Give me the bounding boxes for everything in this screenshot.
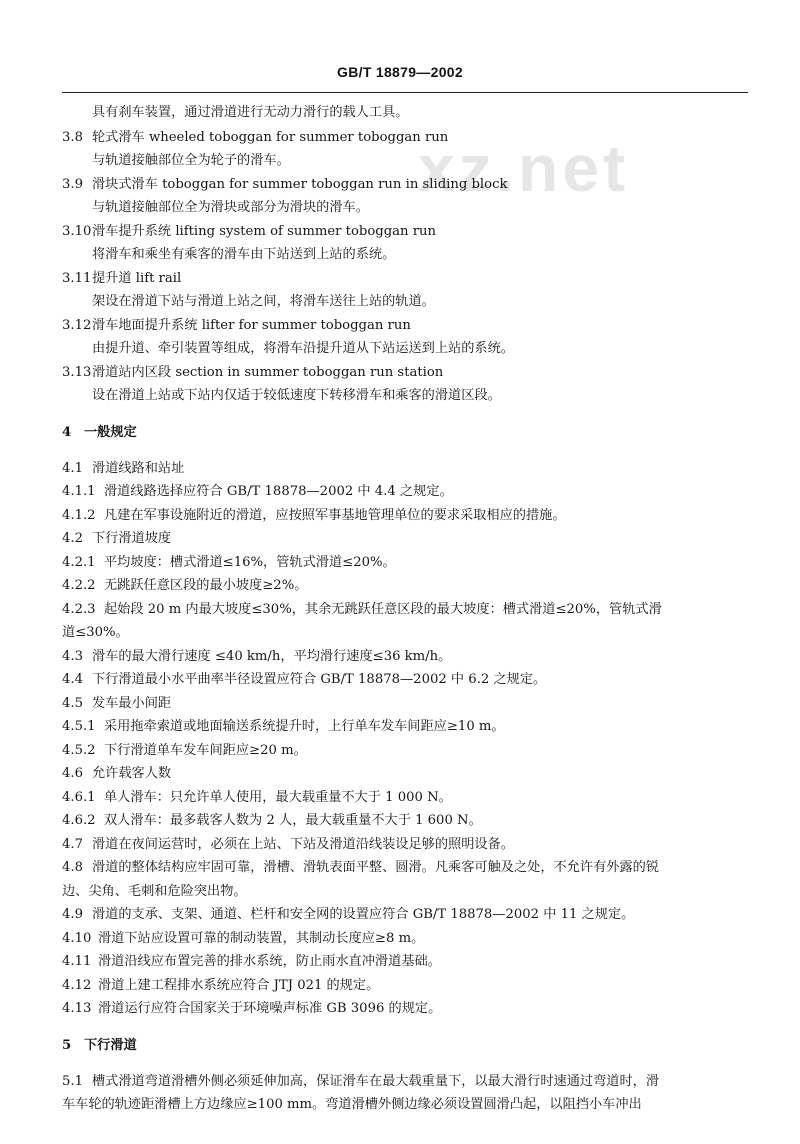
clause-line	[62, 859, 659, 877]
clause-text: 滑车的最大滑行速度 ≤40 km/h，平均滑行速度≤36 km/h。	[92, 649, 452, 664]
text-line	[92, 340, 514, 358]
clause-line	[62, 554, 396, 572]
clause-text: 边、尖角、毛刺和危险突出物。	[62, 884, 247, 899]
clause-text: 滑道的支承、支架、通道、栏杆和安全网的设置应符合 GB/T 18878—2002 中 11 之规定。	[92, 907, 635, 922]
clause-text: 设在滑道上站或下站内仅适于较低速度下转移滑车和乘客的滑道区段。	[92, 388, 501, 403]
text-line	[92, 199, 369, 217]
clause-line	[62, 789, 452, 807]
clause-text: 与轨道接触部位全为滑块或部分为滑块的滑车。	[92, 200, 369, 215]
clause-number: 3.11	[62, 271, 92, 286]
clause-text: 一般规定	[84, 425, 137, 440]
clause-text: 平均坡度：槽式滑道≤16%，管轨式滑道≤20%。	[104, 555, 396, 570]
clause-line	[62, 1000, 441, 1018]
clause-number: 4.2.2	[62, 578, 96, 593]
clause-line	[62, 836, 514, 854]
clause-line	[62, 742, 307, 760]
clause-text: 采用拖牵索道或地面输送系统提升时，上行单车发车间距应≥10 m。	[104, 719, 505, 734]
clause-text: 车车轮的轨迹距滑槽上方边缘应≥100 mm。弯道滑槽外侧边缘必须设置圆滑凸起，以阻挡小车冲出	[62, 1097, 642, 1112]
clause-line	[62, 176, 507, 194]
clause-text: 滑车地面提升系统 lifter for summer toboggan run	[92, 318, 411, 333]
clause-line	[62, 317, 411, 335]
text-line	[92, 104, 409, 122]
clause-text: 滑道线路选择应符合 GB/T 18878—2002 中 4.4 之规定。	[104, 484, 453, 499]
clause-line	[62, 718, 505, 736]
clause-text: 滑道的整体结构应牢固可靠，滑槽、滑轨表面平整、圆滑。凡乘客可触及之处，不允许有外露的锐	[92, 860, 660, 875]
clause-text: 轮式滑车 wheeled toboggan for summer toboggan run	[92, 130, 449, 145]
clause-text: 滑道站内区段 section in summer toboggan run station	[92, 365, 444, 380]
text-line	[92, 152, 290, 170]
clause-number: 5.1	[62, 1074, 83, 1089]
clause-text: 滑道在夜间运营时，必须在上站、下站及滑道沿线装设足够的照明设备。	[92, 837, 514, 852]
clause-text: 无跳跃任意区段的最小坡度≥2%。	[104, 578, 308, 593]
clause-line	[62, 270, 181, 288]
clause-number: 4.1.2	[62, 508, 96, 523]
clause-text: 滑道上建工程排水系统应符合 JTJ 021 的规定。	[98, 978, 380, 993]
clause-line	[62, 812, 482, 830]
clause-text: 架设在滑道下站与滑道上站之间，将滑车送往上站的轨道。	[92, 294, 435, 309]
clause-number: 4.6	[62, 766, 83, 781]
clause-line	[62, 953, 441, 971]
clause-number: 4.5.2	[62, 743, 96, 758]
clause-text: 双人滑车：最多载客人数为 2 人，最大载重量不大于 1 600 N。	[104, 813, 482, 828]
text-line	[62, 624, 129, 642]
clause-text: 下行滑道最小水平曲率半径设置应符合 GB/T 18878—2002 中 6.2 之规定。	[92, 672, 547, 687]
clause-line	[62, 1073, 659, 1091]
clause-text: 滑道线路和站址	[92, 461, 185, 476]
clause-line	[62, 530, 171, 548]
clause-number: 4.10	[62, 931, 92, 946]
text-line	[62, 883, 247, 901]
clause-number: 4.13	[62, 1001, 92, 1016]
clause-line	[62, 695, 171, 713]
clause-number: 4.1	[62, 461, 83, 476]
clause-line	[62, 424, 137, 442]
text-line	[62, 1096, 642, 1114]
clause-number: 4.6.2	[62, 813, 96, 828]
clause-number: 3.12	[62, 318, 92, 333]
clause-text: 槽式滑道弯道滑槽外侧必须延伸加高，保证滑车在最大载重量下，以最大滑行时速通过弯道时，滑	[92, 1074, 660, 1089]
clause-number: 3.13	[62, 365, 92, 380]
clause-number: 4.9	[62, 907, 83, 922]
clause-number: 4.12	[62, 978, 92, 993]
clause-number: 4	[62, 425, 72, 440]
clause-number: 4.1.1	[62, 484, 96, 499]
clause-text: 道≤30%。	[62, 625, 129, 640]
standard-code-header: GB/T 18879—2002	[337, 64, 463, 80]
clause-number: 3.8	[62, 130, 83, 145]
clause-text: 提升道 lift rail	[92, 271, 182, 286]
clause-text: 滑道下站应设置可靠的制动装置，其制动长度应≥8 m。	[98, 931, 425, 946]
clause-line	[62, 906, 634, 924]
clause-text: 由提升道、牵引装置等组成，将滑车沿提升道从下站运送到上站的系统。	[92, 341, 514, 356]
text-line	[92, 246, 395, 264]
clause-line	[62, 671, 546, 689]
clause-text: 具有刹车装置，通过滑道进行无动力滑行的载人工具。	[92, 105, 409, 120]
watermark-logo: xz.net	[418, 131, 630, 205]
clause-line	[62, 977, 379, 995]
clause-number: 3.9	[62, 177, 83, 192]
text-line	[92, 387, 501, 405]
clause-text: 下行滑道单车发车间距应≥20 m。	[104, 743, 307, 758]
clause-text: 允许载客人数	[92, 766, 172, 781]
clause-number: 5	[62, 1038, 72, 1053]
clause-number: 4.5	[62, 696, 83, 711]
clause-text: 下行滑道	[84, 1038, 137, 1053]
clause-number: 3.10	[62, 224, 92, 239]
clause-text: 发车最小间距	[92, 696, 172, 711]
clause-text: 下行滑道坡度	[92, 531, 172, 546]
clause-line	[62, 483, 453, 501]
clause-text: 滑道沿线应布置完善的排水系统，防止雨水直冲滑道基础。	[98, 954, 441, 969]
header-rule	[62, 92, 748, 93]
clause-number: 4.2.3	[62, 602, 96, 617]
clause-line	[62, 507, 566, 525]
clause-number: 4.6.1	[62, 790, 96, 805]
clause-number: 4.8	[62, 860, 83, 875]
clause-text: 滑块式滑车 toboggan for summer toboggan run in sliding block	[92, 177, 508, 192]
clause-text: 滑道运行应符合国家关于环境噪声标准 GB 3096 的规定。	[98, 1001, 442, 1016]
clause-number: 4.11	[62, 954, 92, 969]
clause-line	[62, 765, 171, 783]
clause-text: 与轨道接触部位全为轮子的滑车。	[92, 153, 290, 168]
clause-line	[62, 223, 436, 241]
clause-text: 滑车提升系统 lifting system of summer toboggan run	[92, 224, 436, 239]
clause-line	[62, 364, 443, 382]
clause-number: 4.2	[62, 531, 83, 546]
clause-text: 凡建在军事设施附近的滑道，应按照军事基地管理单位的要求采取相应的措施。	[104, 508, 566, 523]
clause-number: 4.4	[62, 672, 83, 687]
clause-number: 4.3	[62, 649, 83, 664]
clause-text: 单人滑车：只允许单人使用，最大载重量不大于 1 000 N。	[104, 790, 452, 805]
clause-number: 4.5.1	[62, 719, 96, 734]
clause-number: 4.2.1	[62, 555, 96, 570]
clause-line	[62, 601, 662, 619]
clause-line	[62, 129, 448, 147]
clause-text: 起始段 20 m 内最大坡度≤30%，其余无跳跃任意区段的最大坡度：槽式滑道≤20%，管轨式滑	[104, 602, 662, 617]
clause-line	[62, 1037, 137, 1055]
clause-line	[62, 460, 184, 478]
clause-line	[62, 648, 451, 666]
clause-line	[62, 930, 424, 948]
text-line	[92, 293, 435, 311]
clause-number: 4.7	[62, 837, 83, 852]
clause-line	[62, 577, 307, 595]
clause-text: 将滑车和乘坐有乘客的滑车由下站送到上站的系统。	[92, 247, 396, 262]
